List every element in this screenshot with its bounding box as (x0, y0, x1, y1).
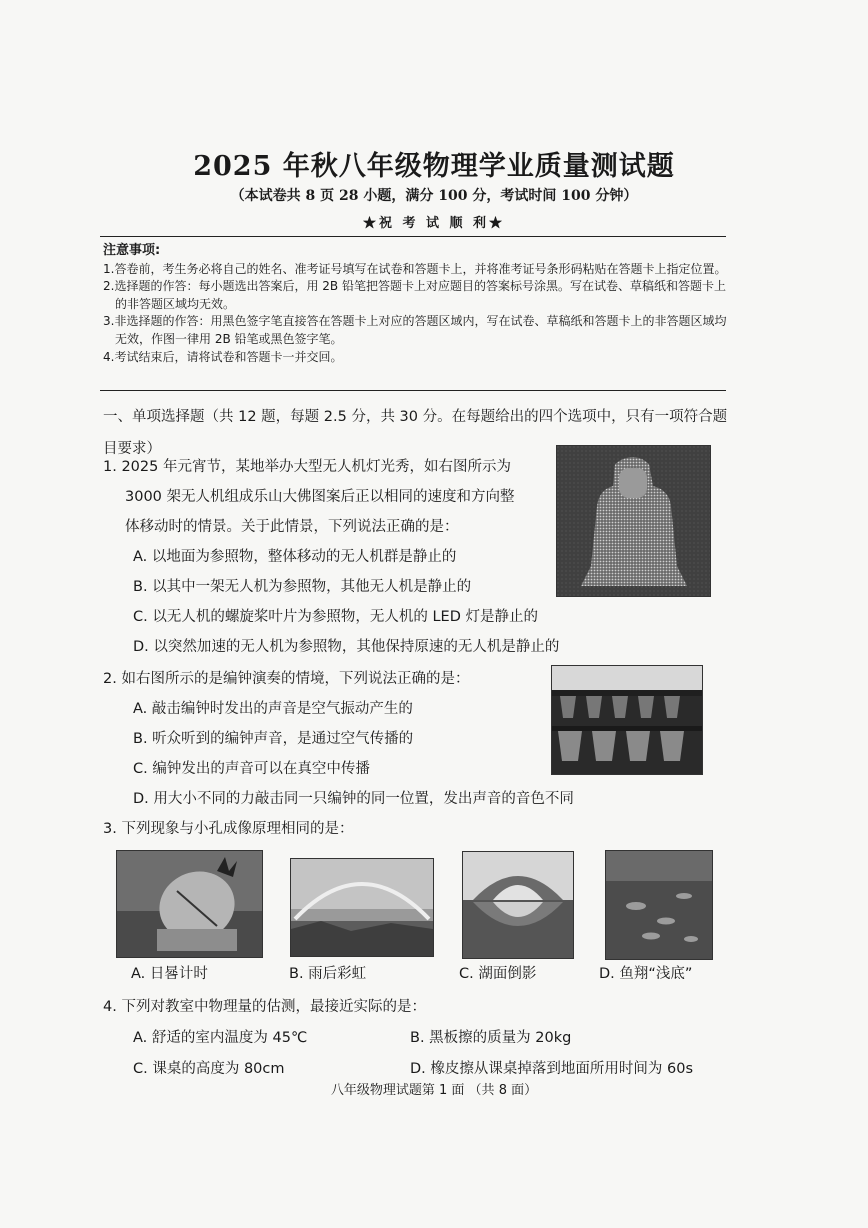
q1-stem-line-1: 1. 2025 年元宵节，某地举办大型无人机灯光秀，如右图所示为 (103, 459, 511, 475)
notes-item: 4.考试结束后，请将试卷和答题卡一并交回。 (103, 349, 343, 364)
rainbow-photo (290, 858, 434, 957)
q2-option-a: A. 敲击编钟时发出的声音是空气振动产生的 (133, 701, 413, 717)
q3-option-b: B. 雨后彩虹 (289, 966, 367, 982)
q4-option-a: A. 舒适的室内温度为 45℃ (133, 1030, 308, 1046)
exam-title: 2025 年秋八年级物理学业质量测试题 (193, 151, 675, 182)
question-3 (103, 817, 603, 841)
page-footer: 八年级物理试题第 1 面 （共 8 面） (330, 1083, 538, 1098)
q1-option-a: A. 以地面为参照物，整体移动的无人机群是静止的 (133, 549, 457, 565)
sundial-photo (116, 850, 263, 958)
q2-option-b: B. 听众听到的编钟声音，是通过空气传播的 (133, 731, 414, 747)
fish-shallow-photo (605, 850, 713, 960)
q3-option-c: C. 湖面倒影 (459, 966, 537, 982)
q3-option-d: D. 鱼翔“浅底” (599, 966, 693, 982)
q1-option-c: C. 以无人机的螺旋桨叶片为参照物，无人机的 LED 灯是静止的 (133, 609, 538, 625)
notes-block (103, 242, 728, 366)
question-1 (103, 455, 560, 655)
notes-heading: 注意事项: (103, 243, 161, 258)
q2-option-d: D. 用大小不同的力敲击同一只编钟的同一位置，发出声音的音色不同 (133, 791, 574, 807)
notes-item: 3.非选择题的作答：用黑色签字笔直接答在答题卡上对应的答题区域内，写在试卷、草稿纸和答题卡上的非答题区域均无效，作图一律用 2B 铅笔或黑色签字笔。 (103, 314, 727, 346)
q1-stem-line-2: 3000 架无人机组成乐山大佛图案后正以相同的速度和方向整 (125, 489, 515, 505)
q2-stem: 2. 如右图所示的是编钟演奏的情境，下列说法正确的是： (103, 671, 470, 687)
q4-option-c: C. 课桌的高度为 80cm (133, 1061, 285, 1077)
exam-subtitle: （本试卷共 8 页 28 小题，满分 100 分，考试时间 100 分钟） (230, 188, 638, 204)
section-heading: 一、单项选择题（共 12 题，每题 2.5 分，共 30 分。在每题给出的四个选项中，只有一项符合题目要求） (103, 409, 728, 457)
q1-option-d: D. 以突然加速的无人机为参照物，其他保持原速的无人机是静止的 (133, 639, 560, 655)
q2-option-c: C. 编钟发出的声音可以在真空中传播 (133, 761, 370, 777)
notes-item: 1.答卷前，考生务必将自己的姓名、准考证号填写在试卷和答题卡上，并将准考证号条形码粘贴在答题卡上指定位置。 (103, 261, 727, 276)
drone-show-photo (556, 445, 711, 597)
q1-stem-line-3: 体移动时的情景。关于此情景，下列说法正确的是： (125, 519, 459, 535)
q1-option-b: B. 以其中一架无人机为参照物，其他无人机是静止的 (133, 579, 472, 595)
divider-top (100, 236, 726, 237)
q4-option-b: B. 黑板擦的质量为 20kg (410, 1030, 572, 1046)
lake-reflection-photo (462, 851, 574, 959)
divider-bottom (100, 390, 726, 391)
q3-stem: 3. 下列现象与小孔成像原理相同的是： (103, 821, 354, 837)
notes-item: 2.选择题的作答：每小题选出答案后，用 2B 铅笔把答题卡上对应题目的答案标号涂黑。写在试卷、草稿纸和答题卡上的非答题区域均无效。 (103, 279, 726, 311)
q4-option-d: D. 橡皮擦从课桌掉落到地面所用时间为 60s (410, 1061, 693, 1077)
bianzhong-photo (551, 665, 703, 775)
question-4 (103, 995, 728, 1075)
q4-stem: 4. 下列对教室中物理量的估测，最接近实际的是： (103, 999, 426, 1015)
good-luck-line: ★祝 考 试 顺 利★ (362, 216, 506, 231)
q3-option-a: A. 日晷计时 (131, 966, 208, 982)
